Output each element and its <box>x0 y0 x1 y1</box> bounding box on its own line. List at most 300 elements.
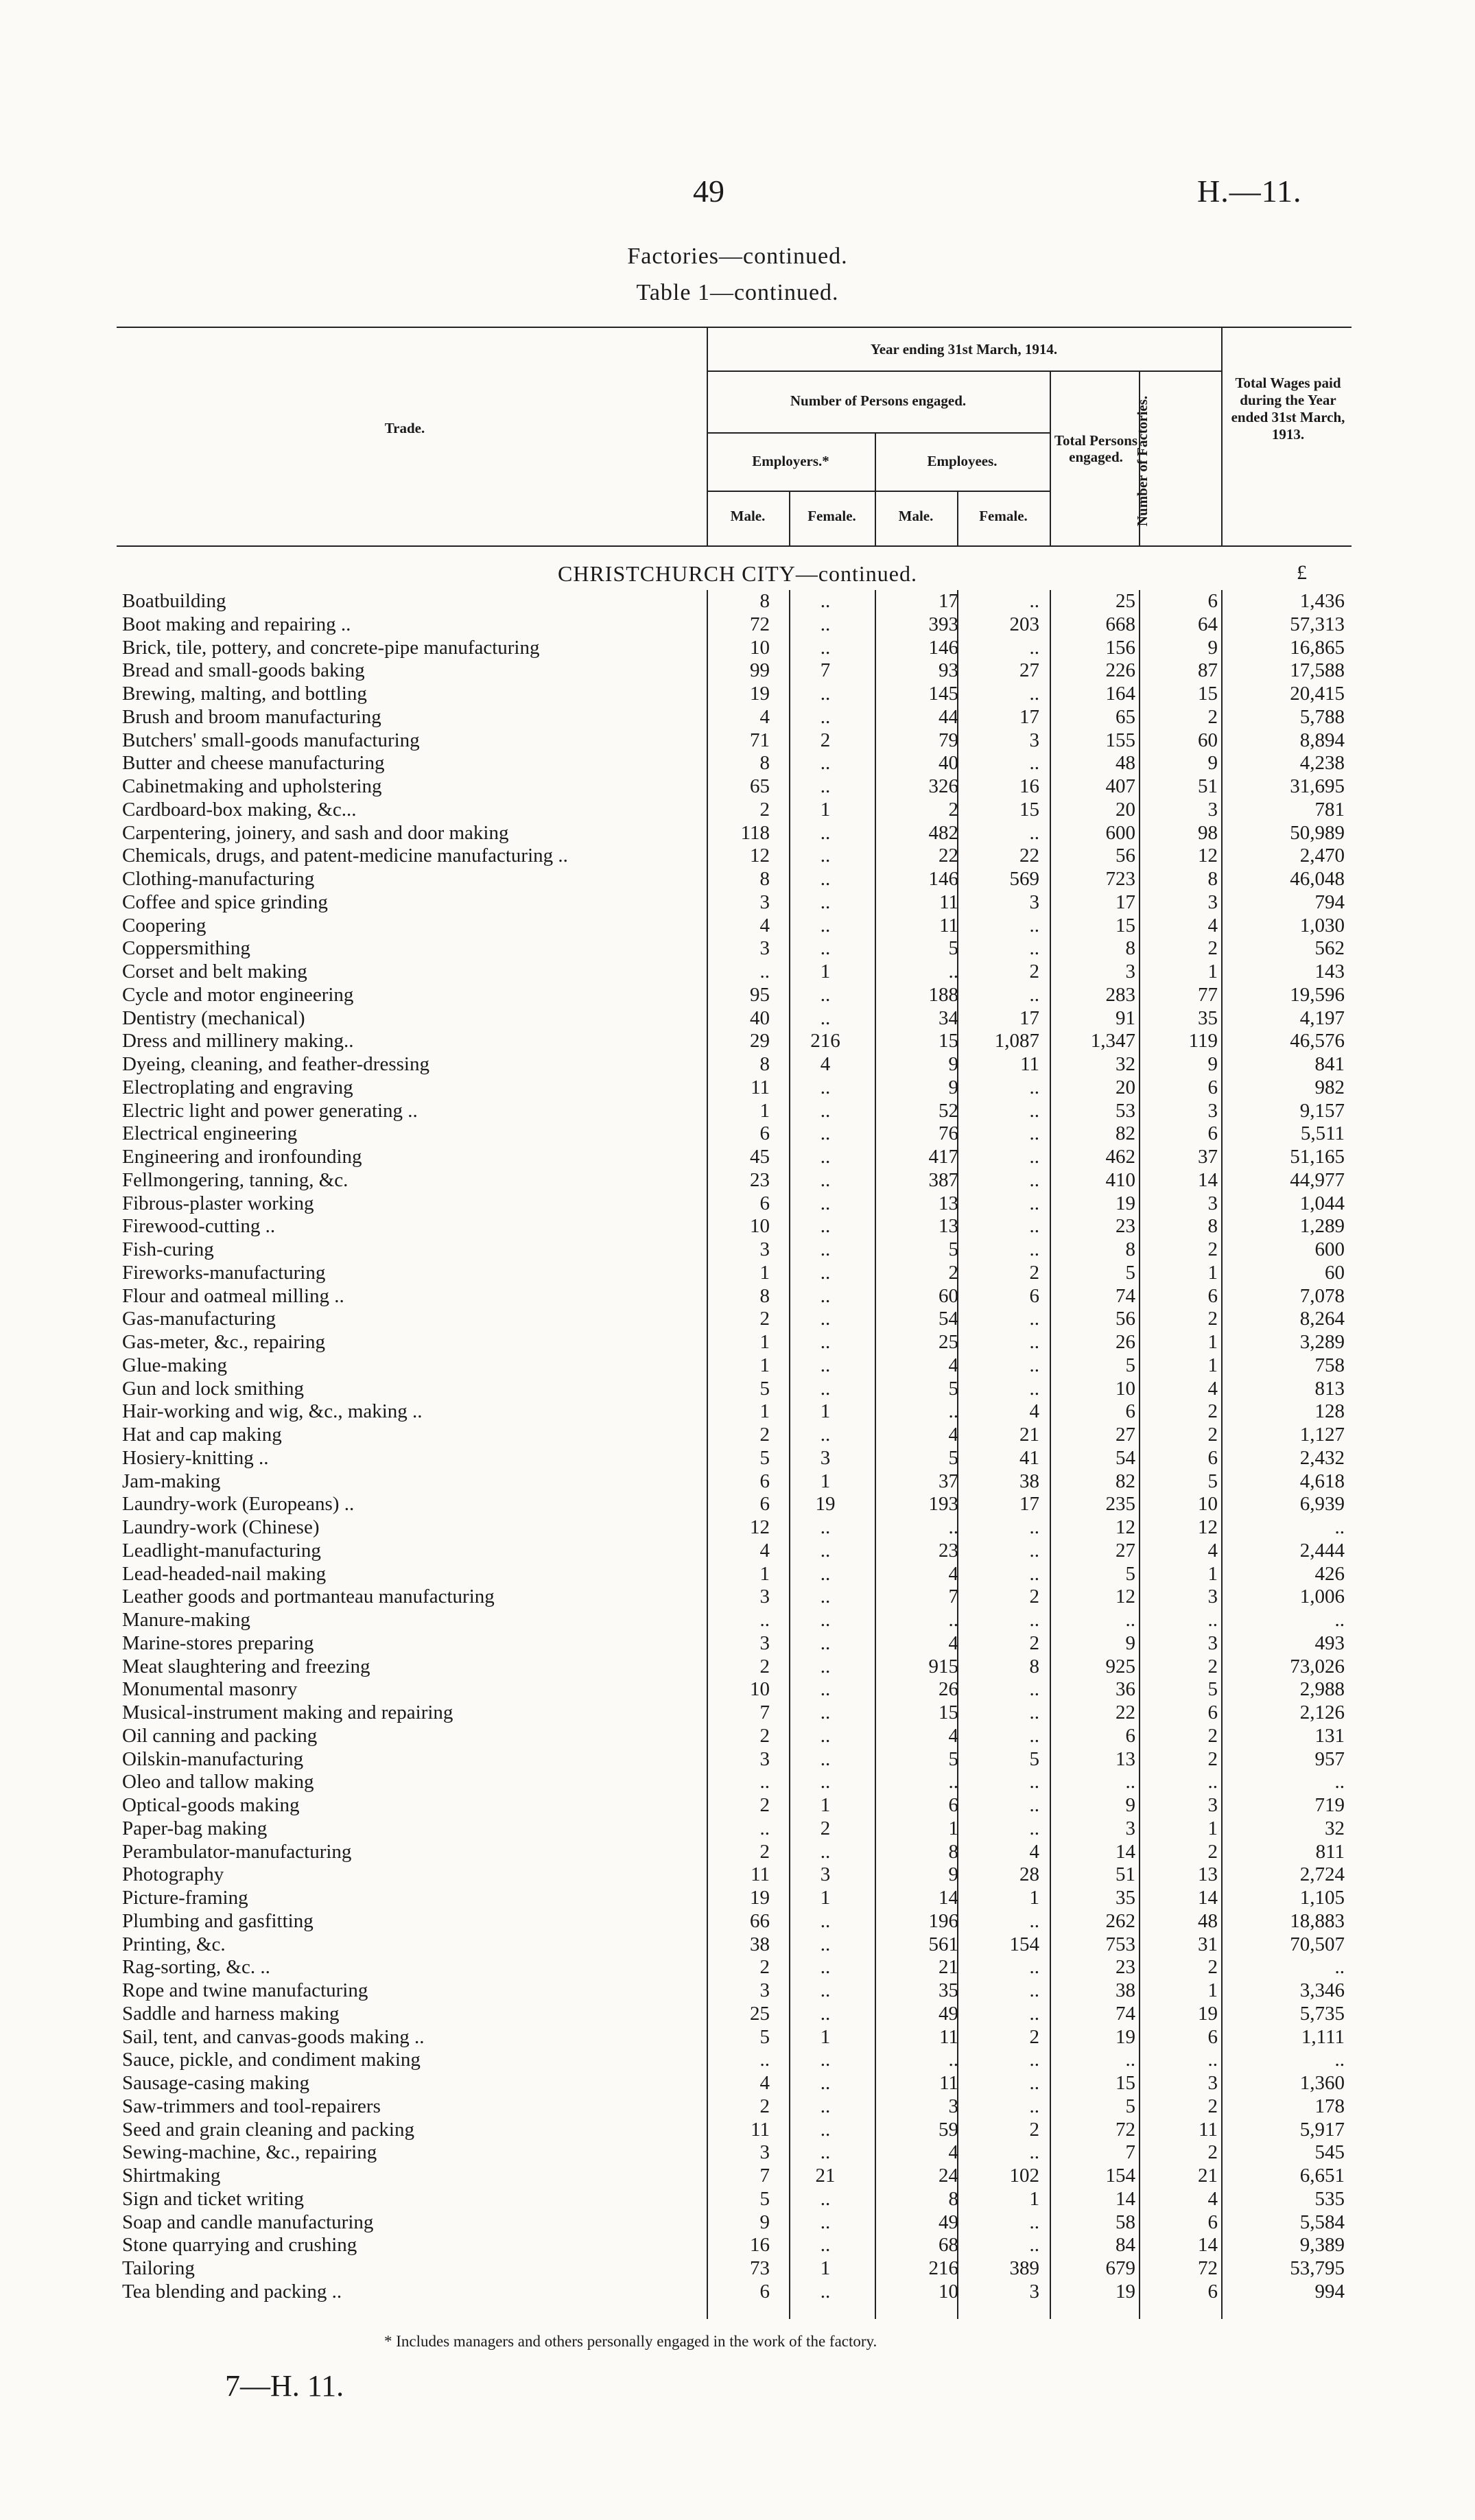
table-row <box>0 1238 1475 1262</box>
table-row <box>0 1863 1475 1887</box>
employees-female-cell: .. <box>1029 1238 1039 1260</box>
factories-cell: 3 <box>1207 1099 1218 1122</box>
trade-name: Brush and broom manufacturing <box>122 705 381 728</box>
employers-male-cell: 2 <box>759 1794 770 1816</box>
employers-male-cell: 3 <box>759 2141 770 2164</box>
trade-name: Tailoring <box>122 2257 195 2279</box>
total-persons-cell: 723 <box>1105 868 1135 890</box>
wages-cell: 1,006 <box>1299 1586 1345 1608</box>
total-persons-cell: 10 <box>1116 1377 1135 1400</box>
trade-name: Firewood-cutting .. <box>122 1215 276 1238</box>
employers-female-cell: .. <box>820 590 831 612</box>
trade-name: Stone quarrying and crushing <box>122 2234 357 2257</box>
employees-female-cell: .. <box>1029 1076 1039 1098</box>
employees-male-cell: 14 <box>939 1887 958 1909</box>
employers-male-cell: 38 <box>750 1933 770 1955</box>
total-persons-cell: 27 <box>1116 1424 1135 1446</box>
employers-male-cell: 2 <box>759 1655 770 1677</box>
employees-female-cell: .. <box>1029 1771 1039 1793</box>
employers-male-cell: 2 <box>759 2095 770 2117</box>
factories-cell: 1 <box>1207 1817 1218 1839</box>
employers-male-cell: 7 <box>759 2165 770 2187</box>
trade-name: Hat and cap making <box>122 1424 282 1446</box>
table-row <box>0 2072 1475 2095</box>
employers-female-header: Female. <box>807 508 856 524</box>
trade-name: Leadlight-manufacturing <box>122 1539 321 1562</box>
employees-female-cell: .. <box>1029 1146 1039 1168</box>
employees-female-cell: 2 <box>1029 1261 1039 1284</box>
total-persons-cell: 19 <box>1116 1192 1135 1214</box>
employees-female-cell: .. <box>1029 2049 1039 2071</box>
employers-male-cell: 6 <box>759 1192 770 1214</box>
employers-female-cell: 1 <box>820 1400 831 1423</box>
employers-female-cell: .. <box>820 1122 831 1145</box>
employers-female-cell: .. <box>820 2118 831 2141</box>
employees-female-cell: .. <box>1029 1516 1039 1538</box>
trade-name: Optical-goods making <box>122 1794 300 1816</box>
trade-name: Marine-stores preparing <box>122 1632 314 1654</box>
employers-male-cell: 7 <box>759 1701 770 1723</box>
factories-cell: 8 <box>1207 1215 1218 1238</box>
employees-male-cell: 11 <box>939 2025 958 2048</box>
factories-cell: 35 <box>1198 1006 1218 1029</box>
employees-female-cell: 8 <box>1029 1655 1039 1677</box>
employees-female-cell: .. <box>1029 2234 1039 2257</box>
employers-male-cell: 3 <box>759 1632 770 1654</box>
table-row <box>0 613 1475 637</box>
table-row <box>0 2141 1475 2165</box>
trade-name: Meat slaughtering and freezing <box>122 1655 370 1677</box>
factories-cell: 4 <box>1207 914 1218 937</box>
table-row <box>0 1956 1475 1979</box>
factories-cell: 2 <box>1207 2095 1218 2117</box>
employers-male-cell: 12 <box>750 845 770 867</box>
employees-male-cell: 22 <box>939 845 958 867</box>
employees-female-cell: .. <box>1029 636 1039 659</box>
wages-cell: 73,026 <box>1290 1655 1345 1677</box>
trade-name: Dyeing, cleaning, and feather-dressing <box>122 1053 429 1075</box>
employers-female-cell: .. <box>820 1678 831 1701</box>
employers-male-cell: 4 <box>759 705 770 728</box>
employers-female-cell: .. <box>820 1006 831 1029</box>
wages-cell: 794 <box>1314 891 1345 913</box>
currency-symbol: £ <box>1297 561 1307 584</box>
wages-cell: 2,126 <box>1299 1701 1345 1723</box>
total-persons-cell: 462 <box>1105 1146 1135 1168</box>
employees-male-cell: 23 <box>939 1539 958 1562</box>
total-persons-cell: 7 <box>1125 2141 1135 2164</box>
employers-male-cell: 9 <box>759 2211 770 2233</box>
factories-cell: 6 <box>1207 590 1218 612</box>
employees-female-cell: 1 <box>1029 1887 1039 1909</box>
factories-cell: 87 <box>1198 659 1218 682</box>
table-row <box>0 1701 1475 1725</box>
employees-male-cell: 2 <box>948 1261 958 1284</box>
employees-female-cell: .. <box>1029 2002 1039 2025</box>
factories-cell: .. <box>1207 1771 1218 1793</box>
total-persons-cell: 14 <box>1116 1840 1135 1863</box>
employers-male-cell: 3 <box>759 1747 770 1770</box>
employers-female-cell: .. <box>820 1424 831 1446</box>
trade-name: Bread and small-goods baking <box>122 659 365 682</box>
total-persons-cell: 20 <box>1116 798 1135 821</box>
wages-cell: 4,197 <box>1299 1006 1345 1029</box>
employers-female-cell: .. <box>820 1192 831 1214</box>
employers-male-cell: 3 <box>759 1979 770 2001</box>
employees-male-cell: 417 <box>928 1146 958 1168</box>
table-row <box>0 1586 1475 1609</box>
table-row <box>0 1979 1475 2003</box>
table-row <box>0 1910 1475 1933</box>
table-row <box>0 1215 1475 1238</box>
employees-male-header: Male. <box>898 508 934 524</box>
trade-name: Printing, &c. <box>122 1933 226 1955</box>
factories-cell: 1 <box>1207 1979 1218 2001</box>
employees-male-cell: 9 <box>948 1863 958 1886</box>
employees-male-cell: 1 <box>948 1817 958 1839</box>
employees-female-cell: .. <box>1029 590 1039 612</box>
wages-cell: 46,048 <box>1290 868 1345 890</box>
employers-female-cell: .. <box>820 845 831 867</box>
total-persons-cell: 283 <box>1105 983 1135 1006</box>
employers-female-cell: .. <box>820 1377 831 1400</box>
factories-cell: 2 <box>1207 1747 1218 1770</box>
total-persons-cell: 5 <box>1125 1562 1135 1585</box>
wages-cell: 16,865 <box>1290 636 1345 659</box>
employers-male-cell: 8 <box>759 1284 770 1307</box>
employers-male-cell: 10 <box>750 1215 770 1238</box>
employers-male-cell: 1 <box>759 1562 770 1585</box>
total-persons-cell: 15 <box>1116 2072 1135 2094</box>
employers-male-cell: 11 <box>751 1863 770 1886</box>
employers-female-cell: 2 <box>820 1817 831 1839</box>
employers-female-cell: .. <box>820 2072 831 2094</box>
factories-cell: 5 <box>1207 1678 1218 1701</box>
total-persons-cell: 925 <box>1105 1655 1135 1677</box>
employers-female-cell: 1 <box>820 1887 831 1909</box>
factories-cell: 1 <box>1207 961 1218 982</box>
total-persons-cell: 668 <box>1105 613 1135 635</box>
wages-cell: 50,989 <box>1290 821 1345 844</box>
wages-cell: 841 <box>1314 1053 1345 1075</box>
employees-male-cell: 9 <box>948 1053 958 1075</box>
trade-name: Jam-making <box>122 1470 221 1492</box>
total-persons-cell: 156 <box>1105 636 1135 659</box>
wages-cell: 2,444 <box>1299 1539 1345 1562</box>
table-row <box>0 2234 1475 2257</box>
table-row <box>0 1146 1475 1169</box>
wages-cell: 7,078 <box>1299 1284 1345 1307</box>
employers-male-cell: 4 <box>759 2072 770 2094</box>
employers-male-cell: .. <box>759 1609 770 1631</box>
employees-female-cell: .. <box>1029 914 1039 937</box>
employers-female-cell: .. <box>820 2002 831 2025</box>
total-persons-cell: 20 <box>1116 1076 1135 1098</box>
table-row <box>0 1470 1475 1494</box>
employers-female-cell: .. <box>820 613 831 635</box>
table-row <box>0 1169 1475 1192</box>
employees-male-cell: 5 <box>948 1377 958 1400</box>
trade-name: Shirtmaking <box>122 2165 221 2187</box>
total-persons-cell: 51 <box>1116 1863 1135 1886</box>
total-persons-cell: 38 <box>1116 1979 1135 2001</box>
total-persons-cell: 262 <box>1105 1909 1135 1932</box>
employees-female-cell: 569 <box>1009 868 1039 890</box>
table-row <box>0 2165 1475 2188</box>
employers-female-cell: .. <box>820 2095 831 2117</box>
wages-cell: .. <box>1334 1956 1345 1979</box>
factories-cell: 9 <box>1207 636 1218 659</box>
trade-name: Boot making and repairing .. <box>122 613 351 635</box>
employees-female-cell: .. <box>1029 1794 1039 1816</box>
total-persons-cell: 22 <box>1116 1701 1135 1723</box>
total-persons-cell: 27 <box>1116 1539 1135 1562</box>
employers-female-cell: .. <box>820 1099 831 1122</box>
trade-name: Lead-headed-nail making <box>122 1562 327 1585</box>
employees-female-cell: 15 <box>1019 798 1039 821</box>
table-row <box>0 2188 1475 2211</box>
employees-female-cell: .. <box>1029 1354 1039 1376</box>
employers-male-cell: 66 <box>750 1909 770 1932</box>
total-persons-cell: 74 <box>1116 1284 1135 1307</box>
table-row <box>0 2003 1475 2026</box>
wages-cell: 51,165 <box>1290 1146 1345 1168</box>
wages-cell: 32 <box>1325 1817 1345 1839</box>
employees-female-cell: .. <box>1029 752 1039 775</box>
wages-cell: 131 <box>1314 1724 1345 1747</box>
table-row <box>0 937 1475 961</box>
factories-cell: 6 <box>1207 1284 1218 1307</box>
wages-cell: 3,289 <box>1299 1331 1345 1353</box>
table-row <box>0 915 1475 938</box>
total-persons-cell: 410 <box>1105 1168 1135 1191</box>
table-row <box>0 1933 1475 1957</box>
table-row <box>0 1030 1475 1053</box>
wages-cell: 57,313 <box>1290 613 1345 635</box>
wages-cell: .. <box>1334 1516 1345 1538</box>
wages-cell: 426 <box>1314 1562 1345 1585</box>
employees-female-cell: 41 <box>1019 1446 1039 1469</box>
wages-cell: 6,651 <box>1299 2165 1345 2187</box>
trade-name: Cabinetmaking and upholstering <box>122 775 382 797</box>
employees-male-cell: 146 <box>928 636 958 659</box>
wages-cell: 1,044 <box>1299 1192 1345 1214</box>
employees-female-cell: 2 <box>1029 961 1039 982</box>
trade-name: Hosiery-knitting .. <box>122 1446 269 1469</box>
wages-cell: 8,894 <box>1299 729 1345 751</box>
employers-employees-divider <box>875 432 876 545</box>
factories-cell: 37 <box>1198 1146 1218 1168</box>
employees-female-cell: .. <box>1029 1122 1039 1145</box>
trade-name: Electrical engineering <box>122 1122 298 1145</box>
trade-name: Sauce, pickle, and condiment making <box>122 2049 421 2071</box>
factories-cell: 2 <box>1207 1238 1218 1260</box>
table-row <box>0 1100 1475 1123</box>
factories-cell: 6 <box>1207 2280 1218 2303</box>
total-persons-cell: 407 <box>1105 775 1135 797</box>
table-row <box>0 1076 1475 1100</box>
employees-male-cell: 4 <box>948 1562 958 1585</box>
employees-male-cell: 393 <box>928 613 958 635</box>
employees-female-cell: .. <box>1029 1308 1039 1330</box>
employers-male-cell: 10 <box>750 1678 770 1701</box>
employees-female-cell: 2 <box>1029 1632 1039 1654</box>
table-row <box>0 1192 1475 1216</box>
factories-cell: 6 <box>1207 1446 1218 1469</box>
total-persons-cell: 15 <box>1116 914 1135 937</box>
employees-header: Employees. <box>927 453 998 469</box>
wages-cell: 5,917 <box>1299 2118 1345 2141</box>
table-row <box>0 2211 1475 2235</box>
total-persons-cell: 5 <box>1125 1261 1135 1284</box>
table-row <box>0 1632 1475 1656</box>
employers-female-cell: 19 <box>815 1493 836 1516</box>
employers-male-cell: 8 <box>759 590 770 612</box>
employers-female-cell: .. <box>820 2280 831 2303</box>
employees-male-cell: 15 <box>939 1030 958 1052</box>
employers-female-cell: .. <box>820 868 831 890</box>
total-persons-cell: 82 <box>1116 1122 1135 1145</box>
total-persons-cell: 6 <box>1125 1400 1135 1423</box>
trade-name: Saw-trimmers and tool-repairers <box>122 2095 381 2117</box>
employees-female-cell: .. <box>1029 1817 1039 1839</box>
trade-name: Coopering <box>122 914 206 937</box>
employers-male-header: Male. <box>730 508 766 524</box>
employers-male-cell: 19 <box>750 1887 770 1909</box>
employees-female-cell: 2 <box>1029 2118 1039 2141</box>
employers-female-cell: .. <box>820 705 831 728</box>
table-row <box>0 1771 1475 1794</box>
employees-female-cell: 6 <box>1029 1284 1039 1307</box>
employers-male-cell: 3 <box>759 1238 770 1260</box>
wages-cell: 781 <box>1314 798 1345 821</box>
employees-male-cell: 482 <box>928 821 958 844</box>
table-row <box>0 1725 1475 1748</box>
persons-total-divider <box>1050 370 1051 545</box>
employees-female-cell: 2 <box>1029 1586 1039 1608</box>
employees-male-cell: 5 <box>948 1238 958 1260</box>
employees-female-cell: 4 <box>1029 1840 1039 1863</box>
table-row <box>0 891 1475 915</box>
total-persons-cell: 54 <box>1116 1446 1135 1469</box>
employees-male-cell: 2 <box>948 798 958 821</box>
employers-female-cell: .. <box>820 1308 831 1330</box>
employees-male-cell: 4 <box>948 1424 958 1446</box>
table-row <box>0 1794 1475 1817</box>
total-persons-cell: 17 <box>1116 891 1135 913</box>
employers-male-cell: 29 <box>750 1030 770 1052</box>
factories-cell: 6 <box>1207 1122 1218 1145</box>
factories-cell: 2 <box>1207 1956 1218 1979</box>
trade-name: Picture-framing <box>122 1887 248 1909</box>
factories-cell: 4 <box>1207 1377 1218 1400</box>
employers-female-cell: .. <box>820 1168 831 1191</box>
factories-cell: 2 <box>1207 1424 1218 1446</box>
employers-female-cell: .. <box>820 983 831 1006</box>
factories-wages-divider <box>1221 327 1223 545</box>
total-persons-cell: 23 <box>1116 1956 1135 1979</box>
table-row <box>0 2119 1475 2142</box>
factories-cell: 4 <box>1207 2187 1218 2210</box>
factories-cell: .. <box>1207 2049 1218 2071</box>
employees-female-cell: 3 <box>1029 891 1039 913</box>
total-persons-cell: 56 <box>1116 1308 1135 1330</box>
factories-cell: 3 <box>1207 1192 1218 1214</box>
trade-name: Rag-sorting, &c. .. <box>122 1956 270 1979</box>
table-row <box>0 1007 1475 1031</box>
employers-male-cell: .. <box>759 961 770 982</box>
employers-female-cell: 3 <box>820 1863 831 1886</box>
employees-male-cell: 49 <box>939 2002 958 2025</box>
employees-female-cell: .. <box>1029 1979 1039 2001</box>
factories-header: Number of Factories. <box>1134 395 1150 527</box>
wages-cell: 813 <box>1314 1377 1345 1400</box>
employers-female-cell: .. <box>820 1771 831 1793</box>
employees-male-cell: .. <box>948 1516 958 1538</box>
employers-male-cell: 11 <box>751 2118 770 2141</box>
employees-male-cell: 24 <box>939 2165 958 2187</box>
trade-name: Corset and belt making <box>122 961 307 982</box>
trade-header: Trade. <box>384 420 425 436</box>
factories-cell: 6 <box>1207 2211 1218 2233</box>
employers-male-cell: 4 <box>759 914 770 937</box>
trade-name: Paper-bag making <box>122 1817 268 1839</box>
total-persons-cell: 6 <box>1125 1724 1135 1747</box>
employers-female-cell: .. <box>820 2211 831 2233</box>
trade-name: Seed and grain cleaning and packing <box>122 2118 414 2141</box>
table-row <box>0 1331 1475 1354</box>
employers-female-cell: .. <box>820 1909 831 1932</box>
total-persons-cell: 164 <box>1105 683 1135 705</box>
total-persons-cell: 58 <box>1116 2211 1135 2233</box>
table-row <box>0 1656 1475 1679</box>
employers-male-cell: 2 <box>759 1308 770 1330</box>
employees-male-cell: 79 <box>939 729 958 751</box>
employees-female-cell: 17 <box>1019 705 1039 728</box>
wages-cell: 719 <box>1314 1794 1345 1816</box>
employees-male-cell: 4 <box>948 1724 958 1747</box>
employees-female-cell: .. <box>1029 821 1039 844</box>
factories-cell: 31 <box>1198 1933 1218 1955</box>
employers-female-cell: .. <box>820 1933 831 1955</box>
employers-male-cell: 71 <box>750 729 770 751</box>
wages-cell: 31,695 <box>1290 775 1345 797</box>
employees-male-cell: 561 <box>928 1933 958 1955</box>
factories-cell: 12 <box>1198 845 1218 867</box>
employees-female-cell: 11 <box>1020 1053 1039 1075</box>
table-row <box>0 1122 1475 1146</box>
factories-cell: 1 <box>1207 1261 1218 1284</box>
employers-female-cell: 1 <box>820 2025 831 2048</box>
employees-female-cell: 3 <box>1029 729 1039 751</box>
trade-name: Gun and lock smithing <box>122 1377 305 1400</box>
table-row <box>0 1424 1475 1447</box>
wages-cell: 1,111 <box>1301 2025 1345 2048</box>
trade-name: Sausage-casing making <box>122 2072 310 2094</box>
employers-male-cell: 2 <box>759 1424 770 1446</box>
trade-name: Fellmongering, tanning, &c. <box>122 1168 349 1191</box>
total-persons-cell: 154 <box>1105 2165 1135 2187</box>
total-persons-cell: 65 <box>1116 705 1135 728</box>
wages-cell: 1,030 <box>1299 914 1345 937</box>
total-persons-cell: 226 <box>1105 659 1135 682</box>
employees-female-cell: 203 <box>1009 613 1039 635</box>
employees-female-cell: 38 <box>1019 1470 1039 1492</box>
wages-cell: 5,788 <box>1299 705 1345 728</box>
employees-male-cell: 7 <box>948 1586 958 1608</box>
persons-rule <box>707 432 1050 434</box>
wages-cell: 4,238 <box>1299 752 1345 775</box>
